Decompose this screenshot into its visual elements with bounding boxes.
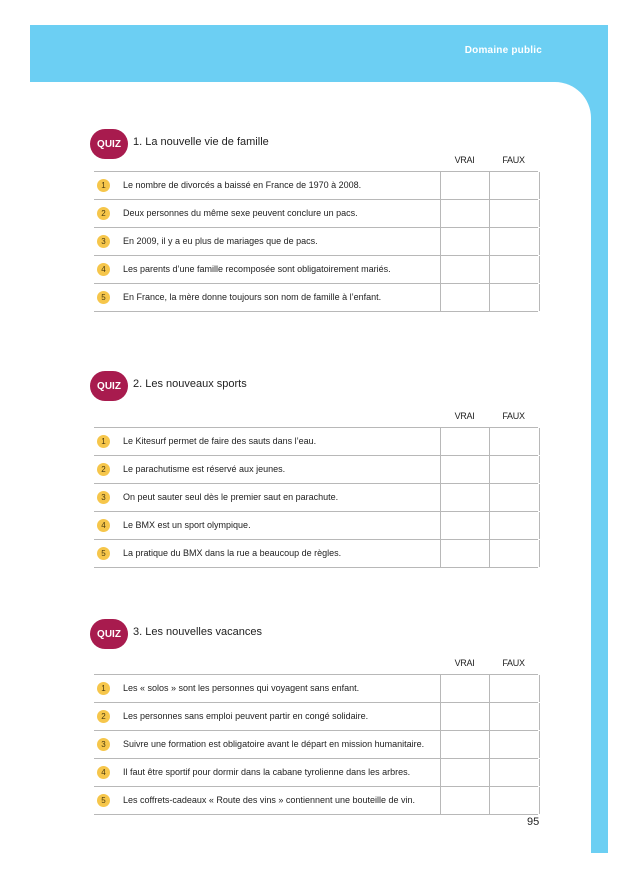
true-answer-cell[interactable] xyxy=(440,200,490,227)
table-row xyxy=(94,455,538,483)
false-answer-cell[interactable] xyxy=(489,787,540,814)
table-row xyxy=(94,730,538,758)
true-answer-cell[interactable] xyxy=(440,172,490,199)
question-text: Les personnes sans emploi peuvent partir en congé solidaire. xyxy=(123,711,369,721)
false-answer-cell[interactable] xyxy=(489,428,540,455)
column-header-true: VRAI xyxy=(454,658,475,668)
true-answer-cell[interactable] xyxy=(440,512,490,539)
false-answer-cell[interactable] xyxy=(489,256,540,283)
true-answer-cell[interactable] xyxy=(440,675,490,702)
question-text: Suivre une formation est obligatoire avant le départ en mission humanitaire. xyxy=(123,739,425,749)
question-text: La pratique du BMX dans la rue a beaucoup de règles. xyxy=(123,548,342,558)
question-number: 1 xyxy=(97,682,110,695)
quiz-title: 1. La nouvelle vie de famille xyxy=(133,136,269,148)
question-text: Les « solos » sont les personnes qui voyagent sans enfant. xyxy=(123,683,360,693)
false-answer-cell[interactable] xyxy=(489,512,540,539)
table-row xyxy=(94,674,538,702)
column-header-true: VRAI xyxy=(454,411,475,421)
column-header-false: FAUX xyxy=(502,411,525,421)
true-answer-cell[interactable] xyxy=(440,256,490,283)
false-answer-cell[interactable] xyxy=(489,228,540,255)
false-answer-cell[interactable] xyxy=(489,484,540,511)
domain-label: Domaine public xyxy=(464,45,542,56)
question-text: Le nombre de divorcés a baissé en France de 1970 à 2008. xyxy=(123,180,362,190)
question-text: En 2009, il y a eu plus de mariages que de pacs. xyxy=(123,236,318,246)
question-text: Le parachutisme est réservé aux jeunes. xyxy=(123,464,286,474)
true-answer-cell[interactable] xyxy=(440,540,490,567)
quiz-table xyxy=(94,155,538,312)
question-text: En France, la mère donne toujours son nom de famille à l’enfant. xyxy=(123,292,382,302)
question-number: 2 xyxy=(97,463,110,476)
false-answer-cell[interactable] xyxy=(489,540,540,567)
true-answer-cell[interactable] xyxy=(440,703,490,730)
table-row xyxy=(94,427,538,455)
true-answer-cell[interactable] xyxy=(440,787,490,814)
true-answer-cell[interactable] xyxy=(440,428,490,455)
table-row xyxy=(94,171,538,199)
false-answer-cell[interactable] xyxy=(489,703,540,730)
true-answer-cell[interactable] xyxy=(440,284,490,311)
question-number: 5 xyxy=(97,547,110,560)
question-number: 4 xyxy=(97,766,110,779)
table-row xyxy=(94,283,538,312)
quiz-badge: QUIZ xyxy=(90,371,128,401)
table-row xyxy=(94,758,538,786)
question-text: On peut sauter seul dès le premier saut en parachute. xyxy=(123,492,339,502)
question-number: 4 xyxy=(97,519,110,532)
question-text: Les coffrets-cadeaux « Route des vins » contiennent une bouteille de vin. xyxy=(123,795,416,805)
page-number: 95 xyxy=(527,816,540,828)
quiz-badge: QUIZ xyxy=(90,129,128,159)
false-answer-cell[interactable] xyxy=(489,172,540,199)
question-number: 2 xyxy=(97,710,110,723)
question-number: 2 xyxy=(97,207,110,220)
quiz-table xyxy=(94,658,538,815)
table-row xyxy=(94,227,538,255)
table-row xyxy=(94,199,538,227)
question-text: Les parents d’une famille recomposée sont obligatoirement mariés. xyxy=(123,264,391,274)
table-row xyxy=(94,702,538,730)
question-number: 5 xyxy=(97,794,110,807)
table-row xyxy=(94,539,538,568)
column-header-false: FAUX xyxy=(502,155,525,165)
false-answer-cell[interactable] xyxy=(489,456,540,483)
table-header xyxy=(94,658,538,674)
false-answer-cell[interactable] xyxy=(489,731,540,758)
question-text: Il faut être sportif pour dormir dans la cabane tyrolienne dans les arbres. xyxy=(123,767,411,777)
question-text: Le BMX est un sport olympique. xyxy=(123,520,251,530)
question-number: 4 xyxy=(97,263,110,276)
table-header xyxy=(94,411,538,427)
table-header xyxy=(94,155,538,171)
false-answer-cell[interactable] xyxy=(489,284,540,311)
true-answer-cell[interactable] xyxy=(440,456,490,483)
table-row xyxy=(94,511,538,539)
question-number: 5 xyxy=(97,291,110,304)
question-number: 1 xyxy=(97,179,110,192)
question-number: 3 xyxy=(97,491,110,504)
true-answer-cell[interactable] xyxy=(440,731,490,758)
true-answer-cell[interactable] xyxy=(440,484,490,511)
quiz-badge: QUIZ xyxy=(90,619,128,649)
false-answer-cell[interactable] xyxy=(489,200,540,227)
column-header-false: FAUX xyxy=(502,658,525,668)
question-text: Deux personnes du même sexe peuvent conclure un pacs. xyxy=(123,208,358,218)
false-answer-cell[interactable] xyxy=(489,759,540,786)
question-number: 1 xyxy=(97,435,110,448)
question-number: 3 xyxy=(97,738,110,751)
true-answer-cell[interactable] xyxy=(440,759,490,786)
quiz-title: 2. Les nouveaux sports xyxy=(133,378,247,390)
quiz-table xyxy=(94,411,538,568)
question-text: Le Kitesurf permet de faire des sauts dans l’eau. xyxy=(123,436,317,446)
true-answer-cell[interactable] xyxy=(440,228,490,255)
table-row xyxy=(94,483,538,511)
false-answer-cell[interactable] xyxy=(489,675,540,702)
question-number: 3 xyxy=(97,235,110,248)
column-header-true: VRAI xyxy=(454,155,475,165)
quiz-title: 3. Les nouvelles vacances xyxy=(133,626,263,638)
table-row xyxy=(94,786,538,815)
table-row xyxy=(94,255,538,283)
